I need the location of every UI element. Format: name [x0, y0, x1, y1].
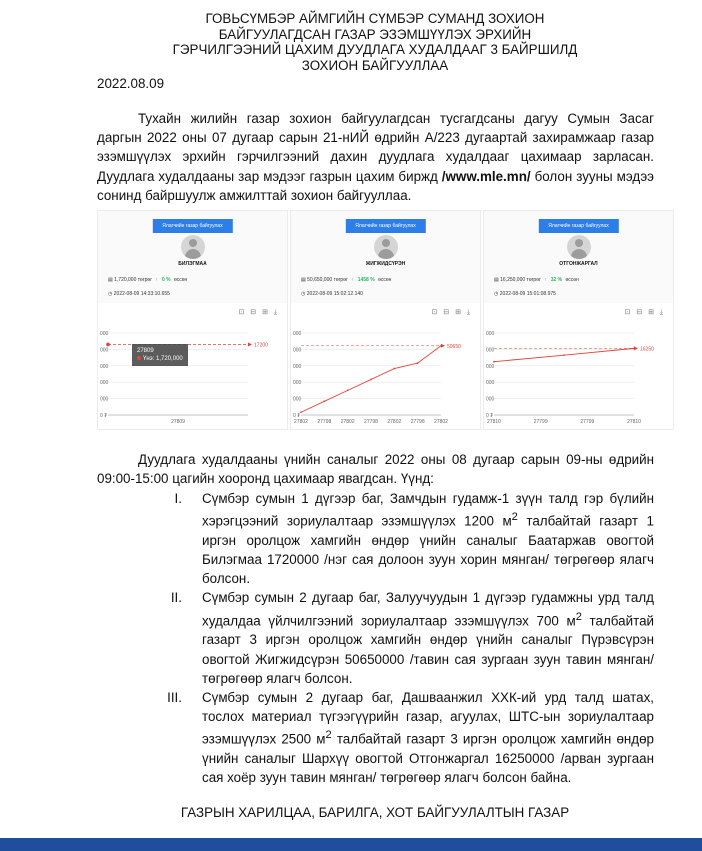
increase-percent: 1458 %	[357, 277, 375, 283]
bid-chart	[484, 319, 673, 429]
clock-icon: ◷	[494, 291, 500, 297]
data-point	[417, 362, 419, 364]
end-label: 17200	[254, 342, 268, 349]
price-amount: 50,650,000 төгрөг	[307, 277, 348, 283]
increase-arrow-icon: ↑	[155, 277, 158, 283]
end-label: 50650	[447, 343, 461, 350]
list-item: II. Сүмбэр сумын 2 дугаар баг, Залуучуудын 1 дүгээр гудамжны урд талд худалдаа үйлчилгээний зориулалтаар эзэмшүүлэх 700 $м^2$ талбайтай газарт 3 иргэн оролцож хамгийн өндөр үнийн саналыг Пүрэвсүрэн овогтой Жигжидсүрэн 50650000 /тавин сая зургаан зуун тавин мянган/ төгрөгөөр ялагч болсон.	[160, 588, 654, 687]
list-item: III. Сүмбэр сумын 2 дугаар баг, Дашваанжил ХХК-ий урд талд шатах, тослох материал түгээгүүрийн газар, агуулах, ШТС-ын зориулалтаар эзэмшүүлэх 2500 $м^2$ талбайтай газарт 3 иргэн оролцож хамгийн өндөр үнийн саналыг Шархүү овогтой Отгонжаргал 16250000 /арван зургаан сая хоёр зуун тавин мянган/ төгрөгөөр ялагч болсон байна.	[160, 688, 654, 787]
list-number: II.	[170, 590, 182, 606]
intro-text-b: болон зууны мэдээ сонинд байршуулж амжилттай зохион байгууллаа.	[97, 168, 654, 203]
chart-toolbox-icon[interactable]: ⊡ ⊟ ⊞ ⤓	[238, 309, 279, 316]
clock-icon: ◷	[108, 291, 114, 297]
arrow-marker-icon	[441, 344, 445, 348]
data-point	[563, 354, 565, 356]
data-point	[323, 400, 325, 402]
bid-chart	[98, 319, 287, 429]
avatar	[374, 235, 398, 259]
data-point	[393, 368, 395, 370]
winner-button[interactable]: Ялагчийн газар байгуулах	[345, 219, 425, 233]
increase-percent: 0 %	[161, 277, 171, 283]
y-tick-label: 000	[486, 331, 495, 337]
price-stat	[108, 277, 187, 283]
list-item: I. Сүмбэр сумын 1 дүгээр баг, Замчдын гудамж-1 зүүн талд гэр бүлийн хэрэгцээний зориулалтаар эзэмшүүлэх 1200 $м^2$ талбайтай газарт 1 иргэн оролцож хамгийн өндөр үнийн саналыг Баатаржав овогтой Билэгмаа 1720000 /нэг сая долоон зуун хорин мянган/ төгрөгөөр ялагч болсон.	[160, 489, 654, 588]
y-tick-label: 000	[293, 380, 302, 387]
x-tick-label: 27810	[487, 419, 501, 425]
data-point	[347, 390, 349, 392]
auction-screenshots	[97, 210, 665, 430]
y-tick-label: 000	[486, 396, 495, 403]
chart-toolbox-icon[interactable]: ⊡ ⊟ ⊞ ⤓	[431, 309, 472, 316]
bid-time: ◷ 2022-08-09 15:02:12.140	[301, 291, 363, 297]
chart-toolbox-icon[interactable]: ⊡ ⊟ ⊞ ⤓	[624, 309, 665, 316]
arrow-marker-icon	[634, 346, 638, 350]
y-tick-label: 000	[293, 331, 302, 337]
y-tick-label: 0 ₮	[100, 413, 108, 419]
x-tick-label: 27802	[434, 419, 448, 425]
auction-panel-2	[290, 210, 481, 430]
data-point	[300, 411, 302, 413]
x-tick-label: 27809	[171, 419, 185, 425]
data-point	[106, 343, 110, 347]
x-tick-label: 27798	[364, 419, 378, 425]
x-tick-label: 27802	[387, 419, 402, 425]
footer-bar	[0, 838, 702, 851]
currency-icon: ▤	[301, 277, 308, 283]
intro-text-a: Тухайн жилийн газар зохион байгуулагдсан тусгагдсаны дагуу Сумын Засаг даргын 2022 оны 07 дугаар сарын 21-нИЙ өдрийн А/223 дугаартай захирамжаар газар эзэмшүүлэх эрхийн гэрчилгээний дахин дуудлага худалдааг цахимаар зарласан. Дуудлага худалдааны зар мэдээг газрын цахим биржд	[97, 111, 654, 184]
increase-arrow-icon: ↑	[351, 277, 354, 283]
y-tick-label: 000	[486, 380, 495, 387]
winner-card	[291, 211, 480, 303]
list-number: I.	[174, 491, 182, 506]
winner-card	[484, 211, 673, 303]
title-line: ГЭРЧИЛГЭЭНИЙ ЦАХИМ ДУУДЛАГА ХУДАЛДААГ 3 БАЙРШИЛД	[172, 42, 578, 58]
x-tick-label: 27799	[580, 419, 595, 425]
x-tick-label: 27798	[410, 419, 425, 425]
x-tick-label: 27802	[294, 419, 308, 425]
winner-name: ЖИГЖИДСҮРЭН	[365, 261, 406, 267]
winner-card	[98, 211, 287, 303]
price-amount: 1,720,000 төгрөг	[114, 277, 153, 283]
document-date: 2022.08.09	[97, 76, 165, 91]
x-tick-label: 27798	[317, 419, 332, 425]
document-title	[95, 11, 655, 73]
increase-arrow-icon: ↑	[544, 277, 547, 283]
y-tick-label: 000	[293, 363, 302, 370]
y-tick-label: 0 ₮	[293, 413, 301, 419]
bid-time: ◷ 2022-08-09 15:01:08.975	[494, 291, 556, 297]
exchange-link[interactable]: /www.mle.mn/	[441, 168, 531, 184]
clock-icon: ◷	[301, 291, 307, 297]
avatar	[181, 235, 205, 259]
intro-paragraph	[97, 109, 654, 205]
auction-panel-3	[483, 210, 674, 430]
y-tick-label: 000	[100, 331, 109, 337]
chart-tooltip: 27809 Үнэ: 1,720,000	[132, 344, 188, 366]
end-label: 16250	[640, 346, 654, 353]
x-tick-label: 27802	[340, 419, 355, 425]
y-tick-label: 000	[293, 347, 302, 354]
title-line: ГОВЬСҮМБЭР АЙМГИЙН СҮМБЭР СУМАНД ЗОХИОН	[205, 11, 545, 26]
currency-icon: ▤	[108, 277, 115, 283]
x-tick-label: 27799	[533, 419, 548, 425]
title-line: БАЙГУУЛАГДСАН ГАЗАР ЭЗЭМШҮҮЛЭХ ЭРХИЙН	[218, 26, 532, 42]
y-tick-label: 0 ₮	[486, 413, 494, 419]
y-tick-label: 000	[486, 347, 495, 354]
winner-button[interactable]: Ялагчийн газар байгуулах	[538, 219, 618, 233]
price-amount: 16,250,000 төгрөг	[500, 277, 541, 283]
y-tick-label: 000	[100, 396, 109, 403]
winner-name: БИЛЭГМАА	[178, 261, 207, 267]
results-paragraph: Дуудлага худалдааны үнийн саналыг 2022 оны 08 дугаар сарын 09-ны өдрийн 09:00-15:00 цагийн хооронд цахимаар явагдсан. Үүнд:	[97, 452, 654, 487]
y-tick-label: 000	[293, 396, 302, 403]
results-list	[160, 489, 654, 787]
currency-icon: ▤	[494, 277, 501, 283]
y-tick-label: 000	[100, 347, 109, 354]
avatar	[567, 235, 591, 259]
list-number: III.	[167, 689, 182, 705]
bid-chart	[291, 319, 480, 429]
winner-name: ОТГОНЖАРГАЛ	[559, 261, 598, 267]
increase-suffix: өссөн	[565, 277, 579, 283]
x-tick-label: 27810	[627, 419, 641, 425]
data-point	[370, 379, 372, 381]
auction-panel-1	[97, 210, 288, 430]
y-tick-label: 000	[100, 380, 109, 387]
signature-department: ГАЗРЫН ХАРИЛЦАА, БАРИЛГА, ХОТ БАЙГУУЛАЛТЫН ГАЗАР	[180, 805, 570, 820]
increase-suffix: өссөн	[173, 277, 188, 283]
arrow-marker-icon	[248, 342, 252, 346]
bid-time: ◷ 2022-08-09 14:33:10.655	[108, 291, 170, 297]
increase-suffix: өссөн	[378, 277, 392, 283]
data-point	[493, 361, 495, 363]
increase-percent: 32 %	[550, 277, 563, 283]
y-tick-label: 000	[100, 363, 109, 370]
price-stat	[301, 277, 391, 283]
y-tick-label: 000	[486, 363, 495, 370]
price-stat	[494, 277, 579, 283]
title-line: ЗОХИОН БАЙГУУЛЛАА	[301, 57, 449, 73]
winner-button[interactable]: Ялагчийн газар байгуулах	[152, 219, 232, 233]
